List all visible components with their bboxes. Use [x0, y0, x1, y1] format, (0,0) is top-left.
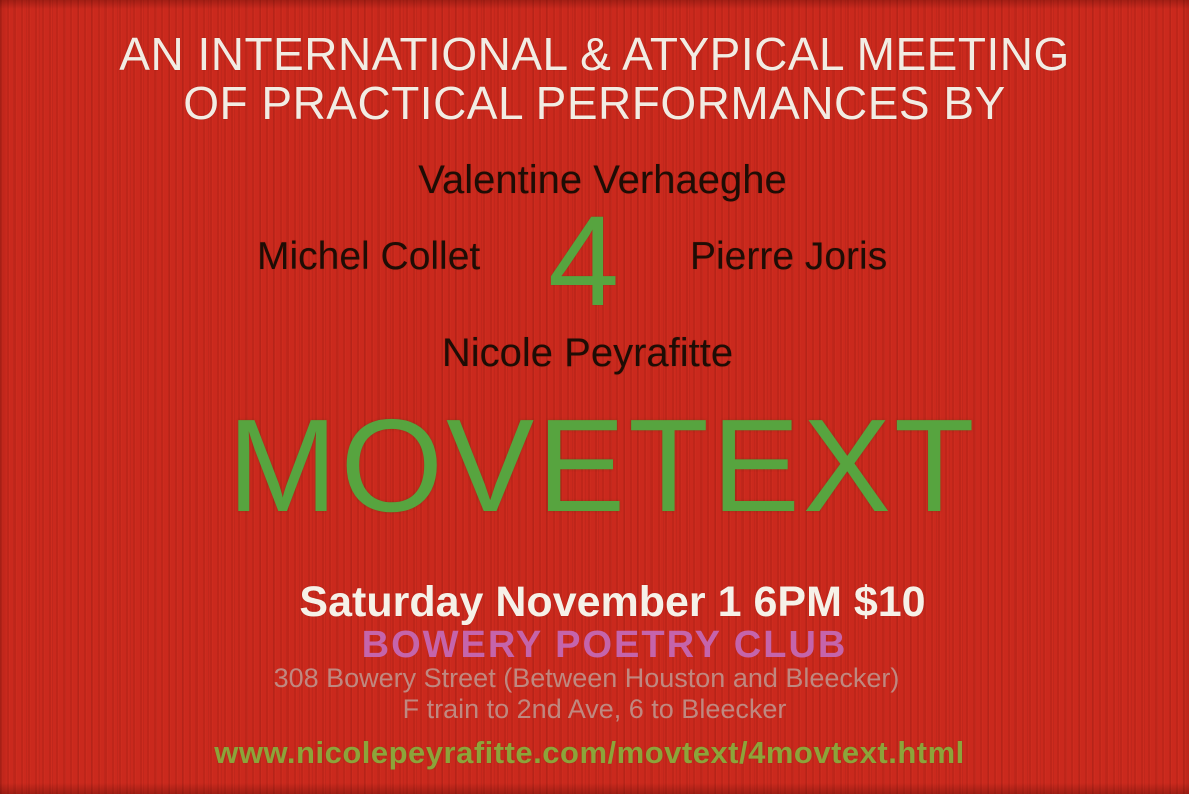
performer-valentine-verhaeghe: Valentine Verhaeghe [418, 158, 787, 202]
performer-michel-collet: Michel Collet [257, 235, 481, 278]
header-line-1: AN INTERNATIONAL & ATYPICAL MEETING [119, 28, 1070, 80]
event-date-line: Saturday November 1 6PM $10 [299, 578, 926, 626]
venue-directions: F train to 2nd Ave, 6 to Bleecker [402, 694, 787, 724]
website-url: www.nicolepeyrafitte.com/movtext/4movtext.html [214, 735, 965, 770]
venue-address: 308 Bowery Street (Between Houston and Bleecker) [273, 663, 900, 693]
movetext-title: MOVETEXT [227, 392, 978, 539]
poster-header [0, 30, 1189, 128]
performer-pierre-joris: Pierre Joris [690, 235, 888, 278]
header-line-2: OF PRACTICAL PERFORMANCES BY [183, 76, 1006, 129]
performer-nicole-peyrafitte: Nicole Peyrafitte [441, 331, 734, 375]
venue-name: BOWERY POETRY CLUB [361, 624, 848, 666]
number-four: 4 [548, 190, 620, 333]
